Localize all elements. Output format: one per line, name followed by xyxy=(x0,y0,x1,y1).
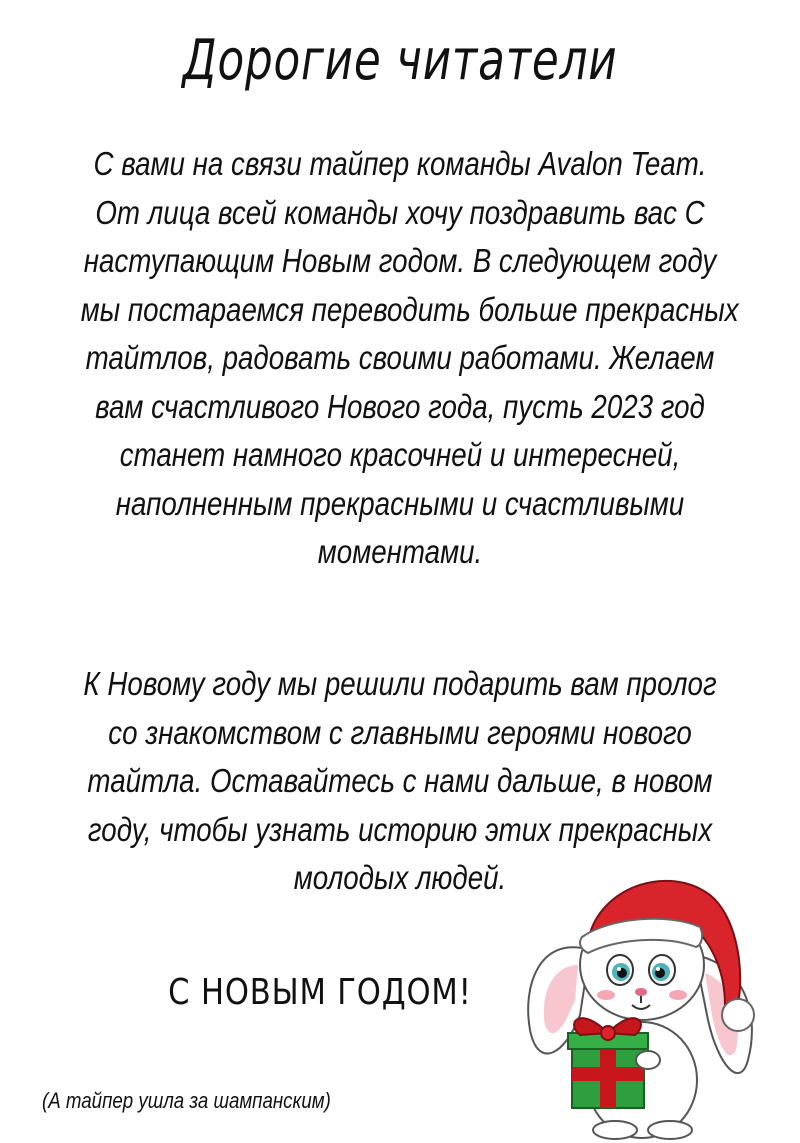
paragraph-line: К Новому году мы решили подарить вам пролог xyxy=(83,665,717,702)
paragraph-line: тайтлов, радовать своими работами. Желаем xyxy=(85,339,715,376)
paragraph-line: От лица всей команды хочу поздравить вас С xyxy=(95,193,705,231)
paragraph-line: мы постараемся переводить больше прекрасных xyxy=(80,290,739,328)
new-year-greeting: С НОВЫМ ГОДОМ! xyxy=(168,972,472,1013)
page-title: Дорогие читатели xyxy=(182,28,618,93)
paragraph-line: вам счастливого Нового года, пусть 2023 год xyxy=(95,387,705,425)
greeting-paragraph xyxy=(20,140,780,577)
paragraph-line: молодых людей. xyxy=(293,859,507,896)
paragraph-line: со знакомством с главными героями нового xyxy=(108,713,692,751)
paragraph-line: наступающим Новым годом. В следующем году xyxy=(83,242,717,279)
paragraph-line: наполненным прекрасными и счастливыми xyxy=(115,484,685,522)
paragraph-line: тайтла. Оставайтесь с нами дальше, в новом xyxy=(87,762,713,799)
paragraph-line: моментами. xyxy=(317,533,483,570)
paragraph-line: году, чтобы узнать историю этих прекрасных xyxy=(87,810,713,848)
paragraph-line: С вами на связи тайпер команды Avalon Team. xyxy=(93,145,707,182)
paragraph-line: станет намного красочней и интересней, xyxy=(119,436,681,473)
footnote: (А тайпер ушла за шампанским) xyxy=(42,1088,331,1113)
bunny-santa-hat-gift-icon xyxy=(520,855,780,1140)
